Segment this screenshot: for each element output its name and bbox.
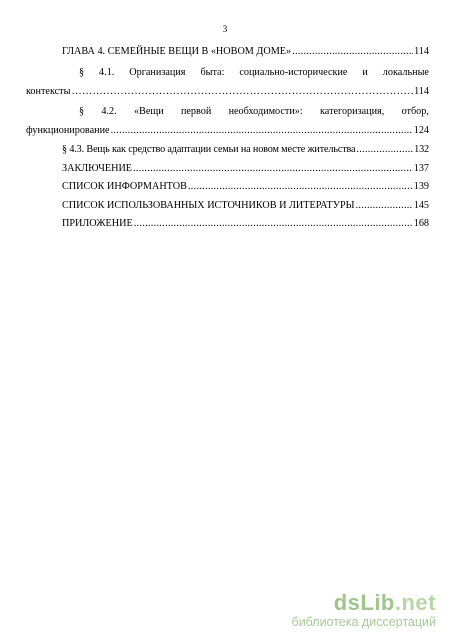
toc-entry-chapter-4: [62, 45, 429, 58]
toc-entry-title: ГЛАВА 4. СЕМЕЙНЫЕ ВЕЩИ В «НОВОМ ДОМЕ»: [62, 46, 292, 57]
toc-entry-appendix: [62, 217, 429, 230]
toc-entry-page: 124: [413, 125, 429, 136]
toc-entry-page: 139: [413, 181, 429, 192]
toc-word: 4.2.: [101, 106, 117, 117]
toc-entry-title: ЗАКЛЮЧЕНИЕ: [62, 163, 133, 174]
toc-entry-sources: [62, 199, 429, 212]
toc-entry-page: 114: [414, 46, 429, 57]
toc-entry-conclusion: [62, 162, 429, 175]
toc-word: быта:: [200, 67, 225, 78]
toc-leader-dots: [134, 217, 413, 230]
toc-entry-section-4-1-continued: [26, 85, 429, 98]
toc-leader-dots: [71, 85, 413, 98]
toc-word: §: [79, 106, 85, 117]
toc-entry-section-4-2-continued: [26, 124, 429, 137]
toc-leader-dots: [133, 162, 413, 175]
toc-entry-page: 114: [414, 86, 429, 97]
page-number: 3: [222, 24, 228, 34]
toc-entry-section-4-3: [62, 143, 429, 156]
toc-entry-title: ПРИЛОЖЕНИЕ: [62, 218, 133, 229]
toc-entry-section-4-2: [79, 105, 429, 118]
toc-leader-dots: [356, 199, 413, 212]
toc-word: и: [362, 67, 368, 78]
toc-entry-page: 168: [413, 218, 429, 229]
dslib-logo: [256, 592, 436, 614]
toc-entry-title: функционирование: [26, 125, 110, 136]
toc-leader-dots: [292, 45, 413, 58]
dslib-watermark: [256, 592, 436, 630]
toc-entry-title: СПИСОК ИНФОРМАНТОВ: [62, 181, 187, 192]
toc-entry-title: § 4.3. Вещь как средство адаптации семьи на новом месте жительства: [62, 144, 356, 155]
toc-entry-section-4-1: [79, 66, 429, 79]
logo-main-text: dsLib: [333, 590, 395, 615]
toc-entry-page: 132: [414, 144, 429, 155]
toc-entry-title: контексты: [26, 86, 71, 97]
toc-word: Организация: [129, 67, 186, 78]
toc-entry-page: 145: [413, 200, 429, 211]
toc-word: категоризация,: [320, 106, 385, 117]
toc-entry-informants: [62, 180, 429, 193]
toc-word: отбор,: [401, 106, 429, 117]
toc-word: «Вещи: [133, 106, 164, 117]
toc-entry-page: 137: [413, 163, 429, 174]
toc-leader-dots: [356, 143, 413, 156]
toc-word: 4.1.: [99, 67, 115, 78]
logo-suffix-text: .net: [394, 590, 436, 615]
toc-word: первой: [180, 106, 212, 117]
toc-word: необходимости»:: [228, 106, 303, 117]
watermark-subtitle: библиотека диссертаций: [291, 615, 436, 629]
toc-word: социально-исторические: [239, 67, 348, 78]
toc-entry-title: СПИСОК ИСПОЛЬЗОВАННЫХ ИСТОЧНИКОВ И ЛИТЕРАТУРЫ: [62, 200, 355, 211]
toc-word: §: [79, 67, 85, 78]
toc-word: локальные: [382, 67, 429, 78]
toc-leader-dots: [111, 124, 413, 137]
toc-leader-dots: [188, 180, 413, 193]
